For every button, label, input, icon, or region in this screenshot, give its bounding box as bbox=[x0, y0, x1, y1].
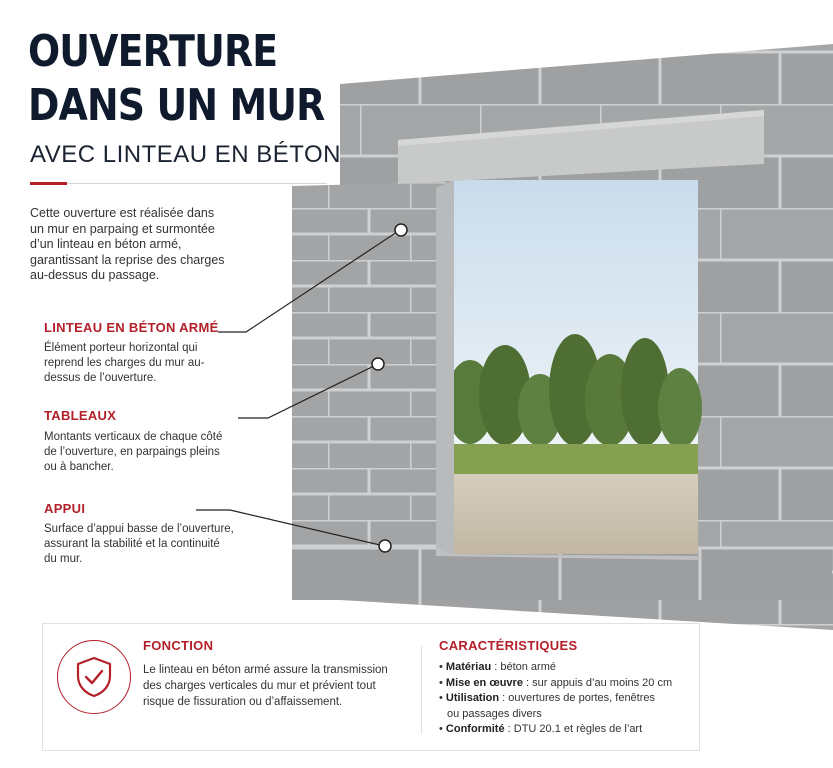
appui-marker bbox=[379, 540, 391, 552]
list-item: • Utilisation : ouvertures de portes, fenêtres ou passages divers bbox=[439, 692, 656, 720]
shield-ring bbox=[57, 640, 131, 714]
appui-callout-title: APPUI bbox=[44, 501, 86, 516]
intro-text: Cette ouverture est réalisée dans un mur en parpaing et surmontée d’un linteau en béton armé, garantissant la reprise des charges au-dessus du passage. bbox=[30, 206, 225, 282]
tableaux-marker bbox=[372, 358, 384, 370]
opening-ground bbox=[454, 474, 698, 554]
lintel-marker bbox=[395, 224, 407, 236]
shield-check-icon bbox=[71, 654, 117, 700]
lintel-callout-text: Élément porteur horizontal qui reprend les charges du mur au-dessus de l’ouverture. bbox=[44, 342, 205, 384]
page-subtitle: AVEC LINTEAU EN BÉTON bbox=[30, 141, 342, 168]
divider-rule bbox=[67, 183, 327, 184]
appui-callout-text: Surface d’appui basse de l’ouverture, assurant la stabilité et la continuité du mur. bbox=[44, 523, 234, 565]
fonction-text: Le linteau en béton armé assure la transmission des charges verticales du mur et prévient tout risque de fissuration ou d’affaissement. bbox=[143, 664, 388, 708]
tableau-left bbox=[436, 180, 454, 554]
opening-grass bbox=[454, 444, 698, 474]
caracteristiques-title: CARACTÉRISTIQUES bbox=[439, 638, 578, 653]
page-title-line2: DANS UN MUR bbox=[28, 80, 325, 131]
fonction-title: FONCTION bbox=[143, 638, 214, 653]
info-panel bbox=[42, 623, 700, 751]
lintel-callout-title: LINTEAU EN BÉTON ARMÉ bbox=[44, 320, 219, 335]
tableaux-callout-text: Montants verticaux de chaque côté de l’ouverture, en parpaings pleins ou à bancher. bbox=[44, 431, 223, 473]
page-title-line1: OUVERTURE bbox=[28, 26, 278, 77]
list-item: • Matériau : béton armé bbox=[439, 661, 556, 673]
accent-rule bbox=[30, 182, 67, 185]
panel-divider bbox=[421, 646, 422, 734]
left-wall-section bbox=[292, 182, 446, 598]
list-item: • Conformité : DTU 20.1 et règles de l’art bbox=[439, 723, 643, 735]
list-item: • Mise en œuvre : sur appuis d’au moins 20 cm bbox=[439, 676, 673, 689]
tableaux-callout-title: TABLEAUX bbox=[44, 408, 117, 423]
caracteristiques-list bbox=[439, 660, 699, 738]
